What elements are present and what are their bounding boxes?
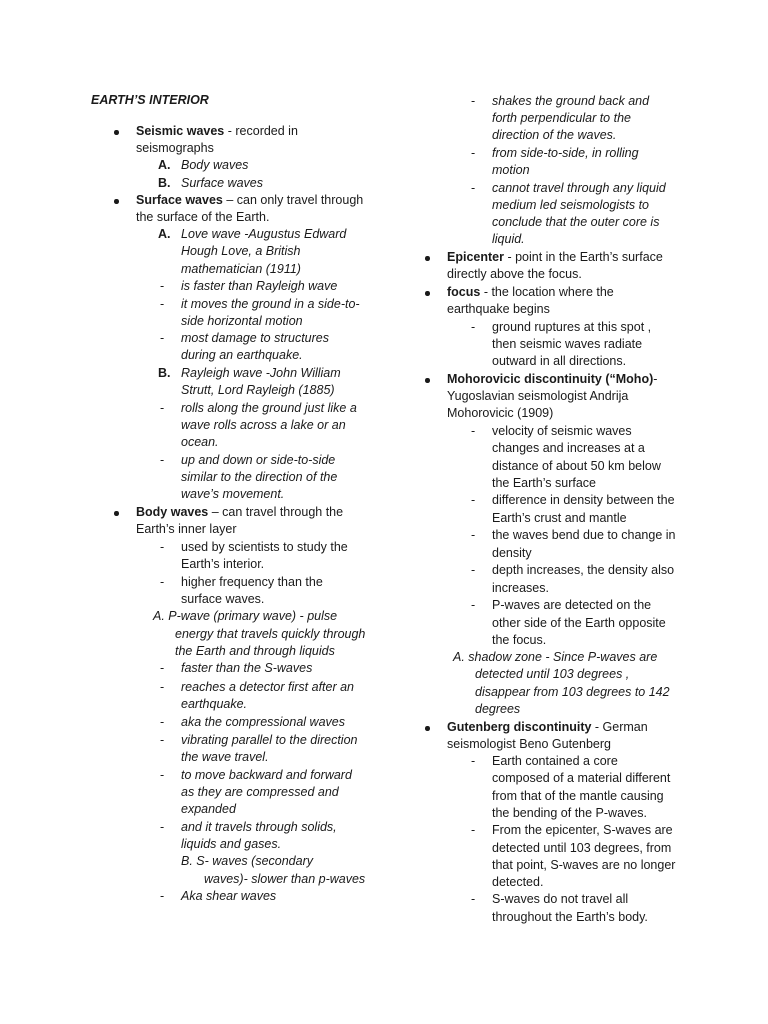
moho-heading: Mohorovicic discontinuity (“Moho)- [447, 372, 658, 386]
dash-marker: - [471, 563, 476, 577]
list-letter: B. [158, 176, 171, 190]
text-line: energy that travels quickly through [175, 627, 366, 641]
gutenberg-heading: Gutenberg discontinuity - German [447, 720, 648, 734]
text-line: disappear from 103 degrees to 142 [475, 685, 670, 699]
text-line: density [492, 546, 532, 560]
text-line: the surface of the Earth. [136, 210, 270, 224]
text-line: earthquake. [181, 697, 248, 711]
dash-marker: - [471, 424, 476, 438]
text-line: during an earthquake. [181, 348, 303, 362]
bullet-icon [425, 378, 430, 383]
text-line: directly above the focus. [447, 267, 582, 281]
dash-marker: - [471, 598, 476, 612]
dash-marker: - [160, 820, 165, 834]
text-line: the bending of the P-waves. [492, 806, 647, 820]
text-line: Hough Love, a British [181, 244, 301, 258]
text-line: ocean. [181, 435, 219, 449]
text-line: Yugoslavian seismologist Andrija [447, 389, 629, 403]
text-line: motion [492, 163, 530, 177]
text-line: ground ruptures at this spot , [492, 320, 652, 334]
dash-marker: - [471, 181, 476, 195]
text-line: composed of a material different [492, 771, 671, 785]
text-line: as they are compressed and [181, 785, 339, 799]
text-line: distance of about 50 km below [492, 459, 661, 473]
text-line: the Earth and through liquids [175, 644, 335, 658]
dash-marker: - [471, 528, 476, 542]
bullet-icon [114, 511, 119, 516]
text-line: aka the compressional waves [181, 715, 345, 729]
text-line: seismologist Beno Gutenberg [447, 737, 611, 751]
text-line: mathematician (1911) [181, 262, 301, 276]
text-line: other side of the Earth opposite [492, 616, 666, 630]
list-letter: A. [158, 227, 171, 241]
text-line: surface waves. [181, 592, 265, 606]
dash-marker: - [471, 493, 476, 507]
text-line: side horizontal motion [181, 314, 303, 328]
text-line: medium led seismologists to [492, 198, 650, 212]
text-line: detected until 103 degrees , [475, 667, 630, 681]
page-title: EARTH’S INTERIOR [91, 93, 209, 107]
text-line: shakes the ground back and [492, 94, 650, 108]
text-line: cannot travel through any liquid [492, 181, 666, 195]
text-line: it moves the ground in a side-to- [181, 297, 360, 311]
text-line: wave rolls across a lake or an [181, 418, 346, 432]
text-line: liquid. [492, 232, 525, 246]
text-line: Body waves [181, 158, 249, 172]
text-line: Mohorovicic (1909) [447, 406, 554, 420]
surface-waves-heading: Surface waves – can only travel through [136, 193, 364, 207]
dash-marker: - [160, 768, 165, 782]
text-line: Strutt, Lord Rayleigh (1885) [181, 383, 335, 397]
text-line: higher frequency than the [181, 575, 323, 589]
bullet-icon [425, 726, 430, 731]
dash-marker: - [160, 401, 165, 415]
text-line: the waves bend due to change in [492, 528, 676, 542]
text-line: up and down or side-to-side [181, 453, 336, 467]
body-waves-heading: Body waves – can travel through the [136, 505, 344, 519]
epicenter-heading: Epicenter - point in the Earth’s surface [447, 250, 663, 264]
dash-marker: - [160, 715, 165, 729]
bullet-icon [114, 130, 119, 135]
text-line: direction of the waves. [492, 128, 617, 142]
text-line: Rayleigh wave -John William [181, 366, 341, 380]
text-line: detected. [492, 875, 544, 889]
text-line: velocity of seismic waves [492, 424, 632, 438]
text-line: then seismic waves radiate [492, 337, 643, 351]
text-line: B. S- waves (secondary [181, 854, 313, 868]
text-line: A. shadow zone - Since P-waves are [453, 650, 658, 664]
text-line: rolls along the ground just like a [181, 401, 357, 415]
dash-marker: - [160, 680, 165, 694]
text-line: Earth contained a core [492, 754, 618, 768]
focus-heading: focus - the location where the [447, 285, 614, 299]
text-line: similar to the direction of the [181, 470, 338, 484]
text-line: forth perpendicular to the [492, 111, 631, 125]
text-line: the wave travel. [181, 750, 269, 764]
seismic-waves-heading: Seismic waves - recorded in [136, 124, 298, 138]
text-line: seismographs [136, 141, 214, 155]
text-line: waves)- slower than p-waves [204, 872, 366, 886]
dash-marker: - [160, 279, 165, 293]
text-line: the focus. [492, 633, 547, 647]
dash-marker: - [160, 575, 165, 589]
text-line: vibrating parallel to the direction [181, 733, 358, 747]
text-line: conclude that the outer core is [492, 215, 660, 229]
text-line: that point, S-waves are no longer [492, 858, 676, 872]
dash-marker: - [160, 540, 165, 554]
text-line: and it travels through solids, [181, 820, 337, 834]
text-line: outward in all directions. [492, 354, 627, 368]
dash-marker: - [471, 823, 476, 837]
dash-marker: - [160, 297, 165, 311]
text-line: Earth’s interior. [181, 557, 265, 571]
dash-marker: - [160, 889, 165, 903]
text-line: degrees [475, 702, 521, 716]
text-line: faster than the S-waves [181, 661, 313, 675]
dash-marker: - [471, 320, 476, 334]
dash-marker: - [160, 733, 165, 747]
text-line: most damage to structures [181, 331, 329, 345]
text-line: expanded [181, 802, 236, 816]
bullet-icon [425, 291, 430, 296]
text-line: From the epicenter, S-waves are [492, 823, 673, 837]
dash-marker: - [160, 453, 165, 467]
dash-marker: - [160, 661, 165, 675]
text-line: A. P-wave (primary wave) - pulse [153, 609, 338, 623]
text-line: S-waves do not travel all [492, 892, 629, 906]
text-line: from side-to-side, in rolling [492, 146, 639, 160]
text-line: throughout the Earth’s body. [492, 910, 648, 924]
text-line: to move backward and forward [181, 768, 352, 782]
text-line: used by scientists to study the [181, 540, 348, 554]
text-line: Aka shear waves [181, 889, 277, 903]
dash-marker: - [160, 331, 165, 345]
dash-marker: - [471, 754, 476, 768]
bullet-icon [114, 199, 119, 204]
text-line: reaches a detector first after an [181, 680, 355, 694]
dash-marker: - [471, 146, 476, 160]
text-line: is faster than Rayleigh wave [181, 279, 338, 293]
text-line: P-waves are detected on the [492, 598, 652, 612]
text-line: from that of the mantle causing [492, 789, 664, 803]
text-line: Surface waves [181, 176, 263, 190]
list-letter: B. [158, 366, 171, 380]
text-line: depth increases, the density also [492, 563, 675, 577]
dash-marker: - [471, 94, 476, 108]
bullet-icon [425, 256, 430, 261]
text-line: liquids and gases. [181, 837, 282, 851]
text-line: the Earth’s surface [492, 476, 596, 490]
text-line: wave’s movement. [181, 487, 285, 501]
text-line: earthquake begins [447, 302, 550, 316]
text-line: changes and increases at a [492, 441, 645, 455]
dash-marker: - [471, 892, 476, 906]
text-line: detected until 103 degrees, from [492, 841, 672, 855]
text-line: Earth’s crust and mantle [492, 511, 627, 525]
text-line: Love wave -Augustus Edward [181, 227, 347, 241]
list-letter: A. [158, 158, 171, 172]
text-line: Earth’s inner layer [136, 522, 237, 536]
text-line: difference in density between the [492, 493, 675, 507]
text-line: increases. [492, 581, 549, 595]
